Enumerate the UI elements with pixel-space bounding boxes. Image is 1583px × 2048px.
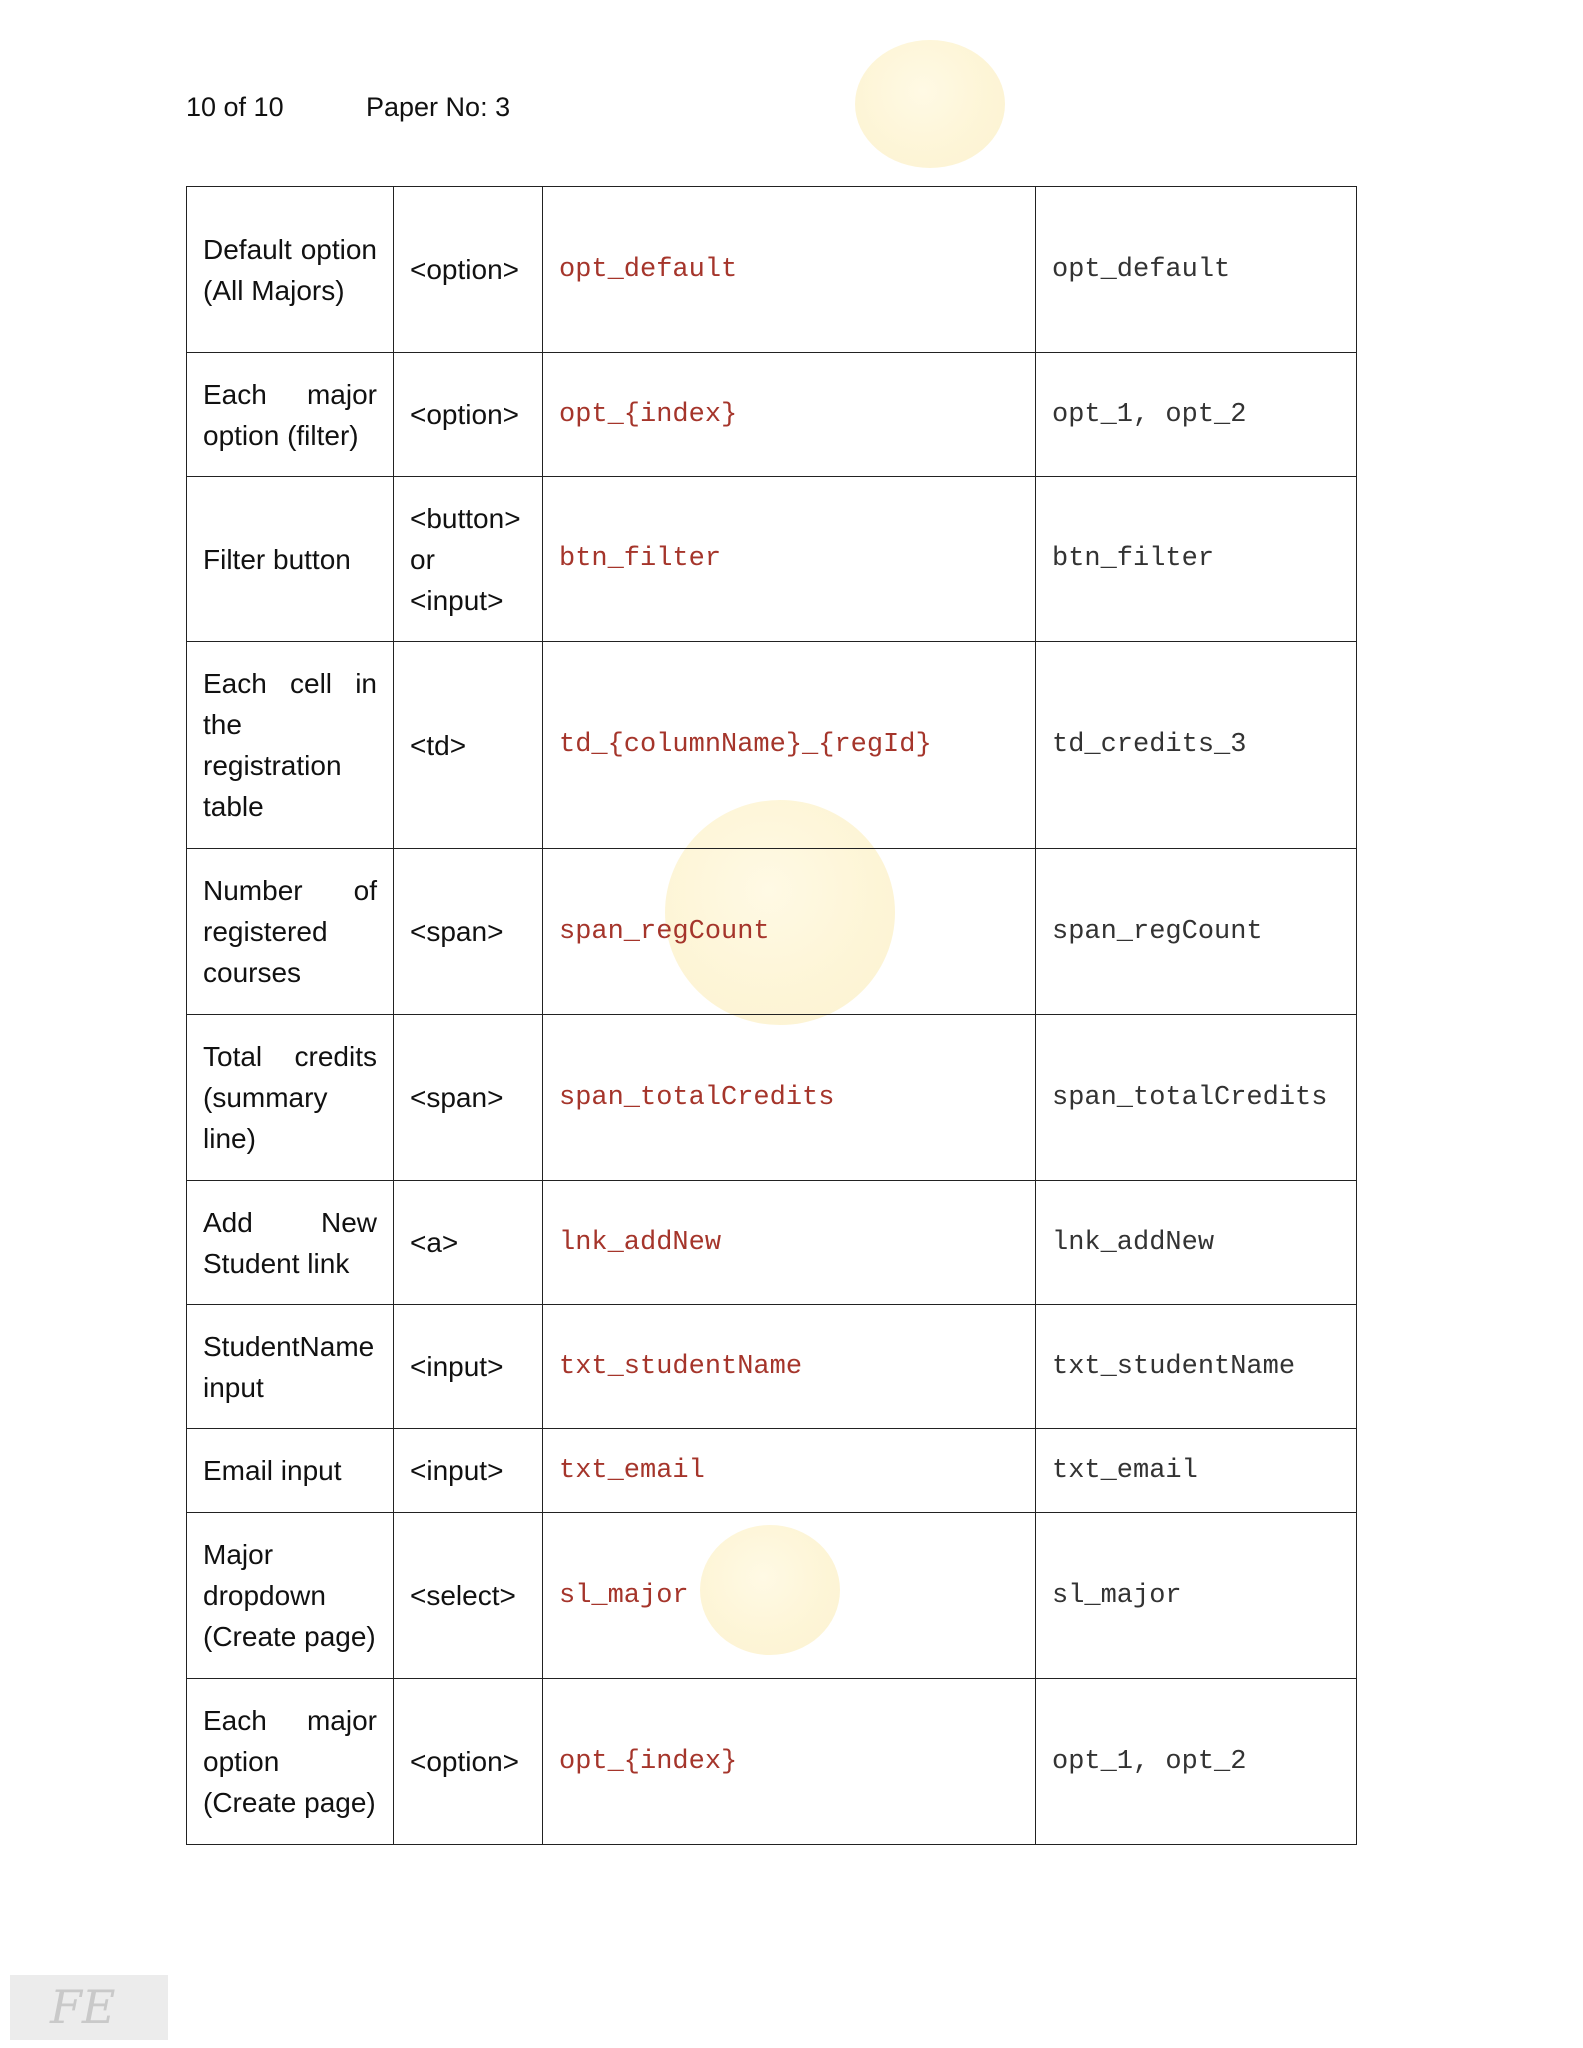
tag-cell: <input> <box>394 1429 543 1513</box>
example-cell: txt_studentName <box>1036 1305 1357 1429</box>
example-cell: btn_filter <box>1036 477 1357 642</box>
element-id-table <box>186 186 1357 1845</box>
example-cell: opt_1, opt_2 <box>1036 1679 1357 1845</box>
id-pattern-cell: sl_major <box>543 1513 1036 1679</box>
tag-cell: <button> or <input> <box>394 477 543 642</box>
table-row <box>187 1679 1357 1845</box>
table-row <box>187 353 1357 477</box>
description-cell: Default option (All Majors) <box>187 187 394 353</box>
table-row <box>187 849 1357 1015</box>
id-pattern-cell: opt_{index} <box>543 353 1036 477</box>
fe-logo-icon: FE <box>10 1975 168 2040</box>
id-pattern-cell: txt_email <box>543 1429 1036 1513</box>
example-cell: lnk_addNew <box>1036 1181 1357 1305</box>
id-pattern-cell: btn_filter <box>543 477 1036 642</box>
id-pattern-cell: lnk_addNew <box>543 1181 1036 1305</box>
table-row <box>187 187 1357 353</box>
id-pattern-cell: opt_default <box>543 187 1036 353</box>
id-pattern-cell: opt_{index} <box>543 1679 1036 1845</box>
tag-cell: <input> <box>394 1305 543 1429</box>
example-cell: opt_default <box>1036 187 1357 353</box>
example-cell: span_regCount <box>1036 849 1357 1015</box>
table-row <box>187 1513 1357 1679</box>
description-cell: Filter button <box>187 477 394 642</box>
description-cell: Email input <box>187 1429 394 1513</box>
table-row <box>187 477 1357 642</box>
id-pattern-cell: span_regCount <box>543 849 1036 1015</box>
tag-cell: <option> <box>394 353 543 477</box>
description-cell: Each cell in the registration table <box>187 642 394 849</box>
table-row <box>187 1015 1357 1181</box>
tag-cell: <option> <box>394 1679 543 1845</box>
watermark-emoji-icon <box>855 40 1005 168</box>
description-cell: Each major option (filter) <box>187 353 394 477</box>
description-cell: Major dropdown (Create page) <box>187 1513 394 1679</box>
id-pattern-cell: txt_studentName <box>543 1305 1036 1429</box>
example-cell: span_totalCredits <box>1036 1015 1357 1181</box>
paper-number: Paper No: 3 <box>366 92 511 122</box>
id-pattern-cell: td_{columnName}_{regId} <box>543 642 1036 849</box>
table-row <box>187 1305 1357 1429</box>
example-cell: sl_major <box>1036 1513 1357 1679</box>
id-pattern-cell: span_totalCredits <box>543 1015 1036 1181</box>
tag-cell: <a> <box>394 1181 543 1305</box>
tag-cell: <span> <box>394 1015 543 1181</box>
page-number: 10 of 10 <box>186 92 284 122</box>
tag-cell: <td> <box>394 642 543 849</box>
description-cell: Total credits (summary line) <box>187 1015 394 1181</box>
tag-cell: <select> <box>394 1513 543 1679</box>
description-cell: StudentName input <box>187 1305 394 1429</box>
table-row <box>187 642 1357 849</box>
table-row <box>187 1181 1357 1305</box>
table-row <box>187 1429 1357 1513</box>
description-cell: Each major option (Create page) <box>187 1679 394 1845</box>
tag-cell: <span> <box>394 849 543 1015</box>
example-cell: opt_1, opt_2 <box>1036 353 1357 477</box>
example-cell: td_credits_3 <box>1036 642 1357 849</box>
description-cell: Add New Student link <box>187 1181 394 1305</box>
tag-cell: <option> <box>394 187 543 353</box>
description-cell: Number of registered courses <box>187 849 394 1015</box>
example-cell: txt_email <box>1036 1429 1357 1513</box>
